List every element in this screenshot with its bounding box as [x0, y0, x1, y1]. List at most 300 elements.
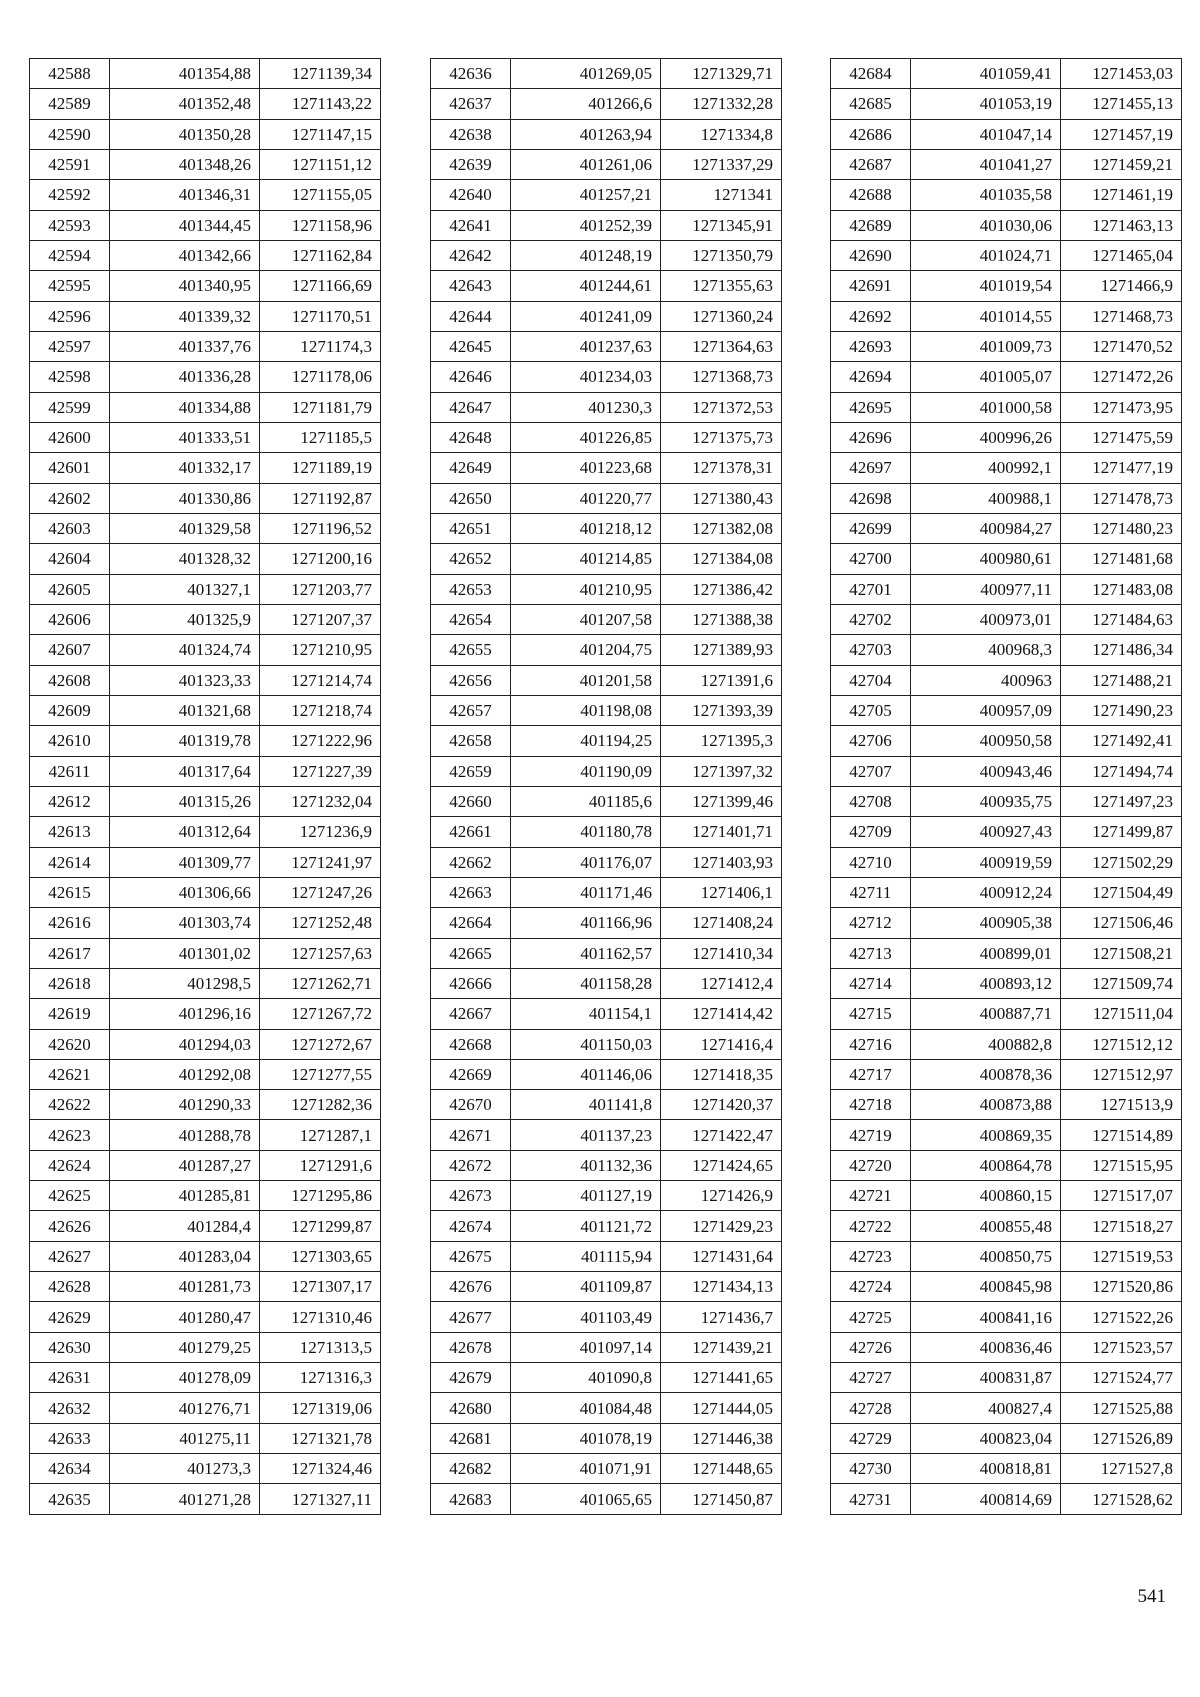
point-number-cell: 42631 — [30, 1363, 110, 1393]
x-coordinate-cell: 401210,95 — [511, 574, 661, 604]
point-number-cell: 42612 — [30, 786, 110, 816]
y-coordinate-cell: 1271499,87 — [1061, 817, 1182, 847]
point-number-cell: 42628 — [30, 1272, 110, 1302]
point-number-cell: 42665 — [431, 938, 511, 968]
y-coordinate-cell: 1271408,24 — [661, 908, 782, 938]
y-coordinate-cell: 1271513,9 — [1061, 1090, 1182, 1120]
table-row — [431, 999, 782, 1029]
table-row — [431, 726, 782, 756]
y-coordinate-cell: 1271517,07 — [1061, 1181, 1182, 1211]
x-coordinate-cell: 400878,36 — [911, 1059, 1061, 1089]
point-number-cell: 42729 — [831, 1423, 911, 1453]
table-row — [431, 271, 782, 301]
table-row — [30, 665, 381, 695]
y-coordinate-cell: 1271143,22 — [260, 89, 381, 119]
y-coordinate-cell: 1271316,3 — [260, 1363, 381, 1393]
table-row — [431, 544, 782, 574]
point-number-cell: 42679 — [431, 1363, 511, 1393]
point-number-cell: 42701 — [831, 574, 911, 604]
point-number-cell: 42624 — [30, 1150, 110, 1180]
point-number-cell: 42646 — [431, 362, 511, 392]
point-number-cell: 42637 — [431, 89, 511, 119]
y-coordinate-cell: 1271477,19 — [1061, 453, 1182, 483]
x-coordinate-cell: 401281,73 — [110, 1272, 260, 1302]
table-row — [431, 1150, 782, 1180]
x-coordinate-cell: 400899,01 — [911, 938, 1061, 968]
y-coordinate-cell: 1271247,26 — [260, 877, 381, 907]
table-row — [30, 1059, 381, 1089]
table-row — [431, 240, 782, 270]
x-coordinate-cell: 401150,03 — [511, 1029, 661, 1059]
point-number-cell: 42726 — [831, 1332, 911, 1362]
point-number-cell: 42663 — [431, 877, 511, 907]
y-coordinate-cell: 1271214,74 — [260, 665, 381, 695]
y-coordinate-cell: 1271380,43 — [661, 483, 782, 513]
point-number-cell: 42655 — [431, 635, 511, 665]
x-coordinate-cell: 400919,59 — [911, 847, 1061, 877]
point-number-cell: 42598 — [30, 362, 110, 392]
x-coordinate-cell: 401301,02 — [110, 938, 260, 968]
table-row — [831, 483, 1182, 513]
x-coordinate-cell: 401078,19 — [511, 1423, 661, 1453]
point-number-cell: 42621 — [30, 1059, 110, 1089]
x-coordinate-cell: 401223,68 — [511, 453, 661, 483]
table-row — [431, 1454, 782, 1484]
table-row — [831, 695, 1182, 725]
x-coordinate-cell: 401324,74 — [110, 635, 260, 665]
x-coordinate-cell: 401278,09 — [110, 1363, 260, 1393]
y-coordinate-cell: 1271151,12 — [260, 149, 381, 179]
table-row — [831, 1241, 1182, 1271]
x-coordinate-cell: 400823,04 — [911, 1423, 1061, 1453]
x-coordinate-cell: 401337,76 — [110, 331, 260, 361]
table-row — [431, 301, 782, 331]
y-coordinate-cell: 1271504,49 — [1061, 877, 1182, 907]
table-row — [431, 1332, 782, 1362]
y-coordinate-cell: 1271463,13 — [1061, 210, 1182, 240]
y-coordinate-cell: 1271481,68 — [1061, 544, 1182, 574]
point-number-cell: 42689 — [831, 210, 911, 240]
table-row — [30, 847, 381, 877]
y-coordinate-cell: 1271410,34 — [661, 938, 782, 968]
table-row — [831, 1484, 1182, 1514]
x-coordinate-cell: 400860,15 — [911, 1181, 1061, 1211]
y-coordinate-cell: 1271210,95 — [260, 635, 381, 665]
point-number-cell: 42652 — [431, 544, 511, 574]
y-coordinate-cell: 1271341 — [661, 180, 782, 210]
point-number-cell: 42619 — [30, 999, 110, 1029]
point-number-cell: 42654 — [431, 604, 511, 634]
x-coordinate-cell: 401176,07 — [511, 847, 661, 877]
x-coordinate-cell: 401241,09 — [511, 301, 661, 331]
y-coordinate-cell: 1271494,74 — [1061, 756, 1182, 786]
point-number-cell: 42591 — [30, 149, 110, 179]
x-coordinate-cell: 401041,27 — [911, 149, 1061, 179]
y-coordinate-cell: 1271397,32 — [661, 756, 782, 786]
table-row — [831, 1059, 1182, 1089]
point-number-cell: 42719 — [831, 1120, 911, 1150]
table-row — [30, 210, 381, 240]
x-coordinate-cell: 401319,78 — [110, 726, 260, 756]
y-coordinate-cell: 1271332,28 — [661, 89, 782, 119]
x-coordinate-cell: 401201,58 — [511, 665, 661, 695]
y-coordinate-cell: 1271488,21 — [1061, 665, 1182, 695]
point-number-cell: 42724 — [831, 1272, 911, 1302]
x-coordinate-cell: 401230,3 — [511, 392, 661, 422]
y-coordinate-cell: 1271321,78 — [260, 1423, 381, 1453]
table-row — [431, 1484, 782, 1514]
point-number-cell: 42607 — [30, 635, 110, 665]
table-row — [30, 180, 381, 210]
point-number-cell: 42629 — [30, 1302, 110, 1332]
point-number-cell: 42700 — [831, 544, 911, 574]
table-row — [831, 59, 1182, 89]
point-number-cell: 42643 — [431, 271, 511, 301]
y-coordinate-cell: 1271441,65 — [661, 1363, 782, 1393]
x-coordinate-cell: 401154,1 — [511, 999, 661, 1029]
y-coordinate-cell: 1271139,34 — [260, 59, 381, 89]
point-number-cell: 42620 — [30, 1029, 110, 1059]
x-coordinate-cell: 400882,8 — [911, 1029, 1061, 1059]
x-coordinate-cell: 401141,8 — [511, 1090, 661, 1120]
table-row — [30, 786, 381, 816]
point-number-cell: 42715 — [831, 999, 911, 1029]
y-coordinate-cell: 1271436,7 — [661, 1302, 782, 1332]
point-number-cell: 42653 — [431, 574, 511, 604]
table-row — [831, 1181, 1182, 1211]
point-number-cell: 42588 — [30, 59, 110, 89]
y-coordinate-cell: 1271399,46 — [661, 786, 782, 816]
y-coordinate-cell: 1271166,69 — [260, 271, 381, 301]
table-row — [831, 89, 1182, 119]
table-row — [30, 938, 381, 968]
table-row — [431, 756, 782, 786]
y-coordinate-cell: 1271461,19 — [1061, 180, 1182, 210]
x-coordinate-cell: 401053,19 — [911, 89, 1061, 119]
x-coordinate-cell: 400850,75 — [911, 1241, 1061, 1271]
point-number-cell: 42696 — [831, 422, 911, 452]
point-number-cell: 42604 — [30, 544, 110, 574]
point-number-cell: 42595 — [30, 271, 110, 301]
table-row — [831, 1332, 1182, 1362]
y-coordinate-cell: 1271295,86 — [260, 1181, 381, 1211]
y-coordinate-cell: 1271453,03 — [1061, 59, 1182, 89]
x-coordinate-cell: 401354,88 — [110, 59, 260, 89]
point-number-cell: 42670 — [431, 1090, 511, 1120]
x-coordinate-cell: 401180,78 — [511, 817, 661, 847]
y-coordinate-cell: 1271528,62 — [1061, 1484, 1182, 1514]
y-coordinate-cell: 1271350,79 — [661, 240, 782, 270]
y-coordinate-cell: 1271416,4 — [661, 1029, 782, 1059]
table-row — [431, 59, 782, 89]
point-number-cell: 42590 — [30, 119, 110, 149]
x-coordinate-cell: 401252,39 — [511, 210, 661, 240]
y-coordinate-cell: 1271393,39 — [661, 695, 782, 725]
y-coordinate-cell: 1271448,65 — [661, 1454, 782, 1484]
table-row — [831, 1150, 1182, 1180]
table-row — [431, 1423, 782, 1453]
x-coordinate-cell: 401030,06 — [911, 210, 1061, 240]
point-number-cell: 42661 — [431, 817, 511, 847]
x-coordinate-cell: 400887,71 — [911, 999, 1061, 1029]
point-number-cell: 42594 — [30, 240, 110, 270]
y-coordinate-cell: 1271515,95 — [1061, 1150, 1182, 1180]
point-number-cell: 42596 — [30, 301, 110, 331]
x-coordinate-cell: 400893,12 — [911, 968, 1061, 998]
y-coordinate-cell: 1271522,26 — [1061, 1302, 1182, 1332]
x-coordinate-cell: 401257,21 — [511, 180, 661, 210]
point-number-cell: 42721 — [831, 1181, 911, 1211]
x-coordinate-cell: 400845,98 — [911, 1272, 1061, 1302]
x-coordinate-cell: 401000,58 — [911, 392, 1061, 422]
x-coordinate-cell: 401137,23 — [511, 1120, 661, 1150]
point-number-cell: 42690 — [831, 240, 911, 270]
point-number-cell: 42618 — [30, 968, 110, 998]
y-coordinate-cell: 1271272,67 — [260, 1029, 381, 1059]
y-coordinate-cell: 1271475,59 — [1061, 422, 1182, 452]
point-number-cell: 42635 — [30, 1484, 110, 1514]
y-coordinate-cell: 1271178,06 — [260, 362, 381, 392]
point-number-cell: 42623 — [30, 1120, 110, 1150]
x-coordinate-cell: 401132,36 — [511, 1150, 661, 1180]
table-row — [431, 968, 782, 998]
table-row — [30, 544, 381, 574]
coordinate-table-1 — [29, 58, 381, 1515]
y-coordinate-cell: 1271203,77 — [260, 574, 381, 604]
y-coordinate-cell: 1271313,5 — [260, 1332, 381, 1362]
point-number-cell: 42667 — [431, 999, 511, 1029]
table-row — [30, 574, 381, 604]
point-number-cell: 42692 — [831, 301, 911, 331]
y-coordinate-cell: 1271327,11 — [260, 1484, 381, 1514]
x-coordinate-cell: 401084,48 — [511, 1393, 661, 1423]
table-row — [30, 1272, 381, 1302]
y-coordinate-cell: 1271506,46 — [1061, 908, 1182, 938]
x-coordinate-cell: 401309,77 — [110, 847, 260, 877]
point-number-cell: 42633 — [30, 1423, 110, 1453]
table-row — [30, 240, 381, 270]
point-number-cell: 42674 — [431, 1211, 511, 1241]
table-row — [30, 756, 381, 786]
table-row — [831, 392, 1182, 422]
y-coordinate-cell: 1271185,5 — [260, 422, 381, 452]
x-coordinate-cell: 401288,78 — [110, 1120, 260, 1150]
x-coordinate-cell: 401024,71 — [911, 240, 1061, 270]
x-coordinate-cell: 401162,57 — [511, 938, 661, 968]
point-number-cell: 42634 — [30, 1454, 110, 1484]
table-row — [431, 817, 782, 847]
table-row — [30, 968, 381, 998]
y-coordinate-cell: 1271192,87 — [260, 483, 381, 513]
x-coordinate-cell: 401346,31 — [110, 180, 260, 210]
x-coordinate-cell: 400992,1 — [911, 453, 1061, 483]
table-row — [30, 604, 381, 634]
y-coordinate-cell: 1271420,37 — [661, 1090, 782, 1120]
x-coordinate-cell: 401352,48 — [110, 89, 260, 119]
table-row — [831, 453, 1182, 483]
table-row — [431, 1029, 782, 1059]
point-number-cell: 42727 — [831, 1363, 911, 1393]
y-coordinate-cell: 1271422,47 — [661, 1120, 782, 1150]
point-number-cell: 42627 — [30, 1241, 110, 1271]
point-number-cell: 42614 — [30, 847, 110, 877]
point-number-cell: 42630 — [30, 1332, 110, 1362]
coordinate-table-2 — [430, 58, 782, 1515]
y-coordinate-cell: 1271497,23 — [1061, 786, 1182, 816]
x-coordinate-cell: 401103,49 — [511, 1302, 661, 1332]
point-number-cell: 42691 — [831, 271, 911, 301]
y-coordinate-cell: 1271147,15 — [260, 119, 381, 149]
table-row — [431, 635, 782, 665]
x-coordinate-cell: 401328,32 — [110, 544, 260, 574]
y-coordinate-cell: 1271386,42 — [661, 574, 782, 604]
x-coordinate-cell: 401234,03 — [511, 362, 661, 392]
x-coordinate-cell: 401276,71 — [110, 1393, 260, 1423]
x-coordinate-cell: 401275,11 — [110, 1423, 260, 1453]
x-coordinate-cell: 400963 — [911, 665, 1061, 695]
point-number-cell: 42699 — [831, 513, 911, 543]
x-coordinate-cell: 401185,6 — [511, 786, 661, 816]
point-number-cell: 42605 — [30, 574, 110, 604]
table-row — [30, 635, 381, 665]
y-coordinate-cell: 1271406,1 — [661, 877, 782, 907]
table-row — [431, 1090, 782, 1120]
x-coordinate-cell: 401336,28 — [110, 362, 260, 392]
point-number-cell: 42685 — [831, 89, 911, 119]
table-row — [831, 301, 1182, 331]
table-row — [831, 817, 1182, 847]
table-row — [831, 877, 1182, 907]
x-coordinate-cell: 401327,1 — [110, 574, 260, 604]
table-row — [831, 1454, 1182, 1484]
point-number-cell: 42673 — [431, 1181, 511, 1211]
table-row — [431, 1181, 782, 1211]
point-number-cell: 42720 — [831, 1150, 911, 1180]
table-row — [831, 786, 1182, 816]
point-number-cell: 42684 — [831, 59, 911, 89]
table-row — [30, 59, 381, 89]
x-coordinate-cell: 400818,81 — [911, 1454, 1061, 1484]
table-row — [30, 999, 381, 1029]
x-coordinate-cell: 401344,45 — [110, 210, 260, 240]
y-coordinate-cell: 1271523,57 — [1061, 1332, 1182, 1362]
table-row — [431, 422, 782, 452]
table-row — [30, 1302, 381, 1332]
y-coordinate-cell: 1271429,23 — [661, 1211, 782, 1241]
x-coordinate-cell: 401269,05 — [511, 59, 661, 89]
table-row — [30, 392, 381, 422]
table-row — [431, 574, 782, 604]
table-row — [831, 513, 1182, 543]
table-row — [30, 817, 381, 847]
y-coordinate-cell: 1271512,12 — [1061, 1029, 1182, 1059]
y-coordinate-cell: 1271196,52 — [260, 513, 381, 543]
y-coordinate-cell: 1271526,89 — [1061, 1423, 1182, 1453]
x-coordinate-cell: 400836,46 — [911, 1332, 1061, 1362]
table-row — [30, 1332, 381, 1362]
y-coordinate-cell: 1271232,04 — [260, 786, 381, 816]
point-number-cell: 42705 — [831, 695, 911, 725]
point-number-cell: 42640 — [431, 180, 511, 210]
table-row — [831, 1272, 1182, 1302]
table-row — [30, 453, 381, 483]
y-coordinate-cell: 1271468,73 — [1061, 301, 1182, 331]
table-row — [30, 1120, 381, 1150]
y-coordinate-cell: 1271480,23 — [1061, 513, 1182, 543]
point-number-cell: 42682 — [431, 1454, 511, 1484]
point-number-cell: 42694 — [831, 362, 911, 392]
x-coordinate-cell: 401350,28 — [110, 119, 260, 149]
table-row — [831, 1363, 1182, 1393]
y-coordinate-cell: 1271307,17 — [260, 1272, 381, 1302]
point-number-cell: 42704 — [831, 665, 911, 695]
point-number-cell: 42713 — [831, 938, 911, 968]
y-coordinate-cell: 1271434,13 — [661, 1272, 782, 1302]
point-number-cell: 42658 — [431, 726, 511, 756]
table-row — [431, 665, 782, 695]
point-number-cell: 42687 — [831, 149, 911, 179]
y-coordinate-cell: 1271282,36 — [260, 1090, 381, 1120]
x-coordinate-cell: 401097,14 — [511, 1332, 661, 1362]
table-row — [431, 1211, 782, 1241]
table-row — [831, 119, 1182, 149]
point-number-cell: 42664 — [431, 908, 511, 938]
point-number-cell: 42626 — [30, 1211, 110, 1241]
table-row — [831, 999, 1182, 1029]
y-coordinate-cell: 1271155,05 — [260, 180, 381, 210]
table-row — [831, 422, 1182, 452]
table-row — [831, 210, 1182, 240]
y-coordinate-cell: 1271372,53 — [661, 392, 782, 422]
y-coordinate-cell: 1271527,8 — [1061, 1454, 1182, 1484]
x-coordinate-cell: 401306,66 — [110, 877, 260, 907]
point-number-cell: 42731 — [831, 1484, 911, 1514]
y-coordinate-cell: 1271368,73 — [661, 362, 782, 392]
x-coordinate-cell: 400841,16 — [911, 1302, 1061, 1332]
x-coordinate-cell: 401194,25 — [511, 726, 661, 756]
x-coordinate-cell: 401248,19 — [511, 240, 661, 270]
x-coordinate-cell: 401121,72 — [511, 1211, 661, 1241]
y-coordinate-cell: 1271189,19 — [260, 453, 381, 483]
point-number-cell: 42616 — [30, 908, 110, 938]
x-coordinate-cell: 401198,08 — [511, 695, 661, 725]
table-row — [30, 149, 381, 179]
x-coordinate-cell: 400927,43 — [911, 817, 1061, 847]
point-number-cell: 42697 — [831, 453, 911, 483]
table-row — [30, 483, 381, 513]
table-row — [30, 695, 381, 725]
point-number-cell: 42671 — [431, 1120, 511, 1150]
x-coordinate-cell: 401323,33 — [110, 665, 260, 695]
table-row — [831, 635, 1182, 665]
table-row — [831, 1211, 1182, 1241]
point-number-cell: 42645 — [431, 331, 511, 361]
point-number-cell: 42723 — [831, 1241, 911, 1271]
x-coordinate-cell: 401090,8 — [511, 1363, 661, 1393]
y-coordinate-cell: 1271492,41 — [1061, 726, 1182, 756]
table-row — [30, 1393, 381, 1423]
y-coordinate-cell: 1271158,96 — [260, 210, 381, 240]
x-coordinate-cell: 400957,09 — [911, 695, 1061, 725]
point-number-cell: 42711 — [831, 877, 911, 907]
x-coordinate-cell: 401220,77 — [511, 483, 661, 513]
point-number-cell: 42675 — [431, 1241, 511, 1271]
y-coordinate-cell: 1271334,8 — [661, 119, 782, 149]
y-coordinate-cell: 1271262,71 — [260, 968, 381, 998]
x-coordinate-cell: 401303,74 — [110, 908, 260, 938]
y-coordinate-cell: 1271227,39 — [260, 756, 381, 786]
point-number-cell: 42647 — [431, 392, 511, 422]
